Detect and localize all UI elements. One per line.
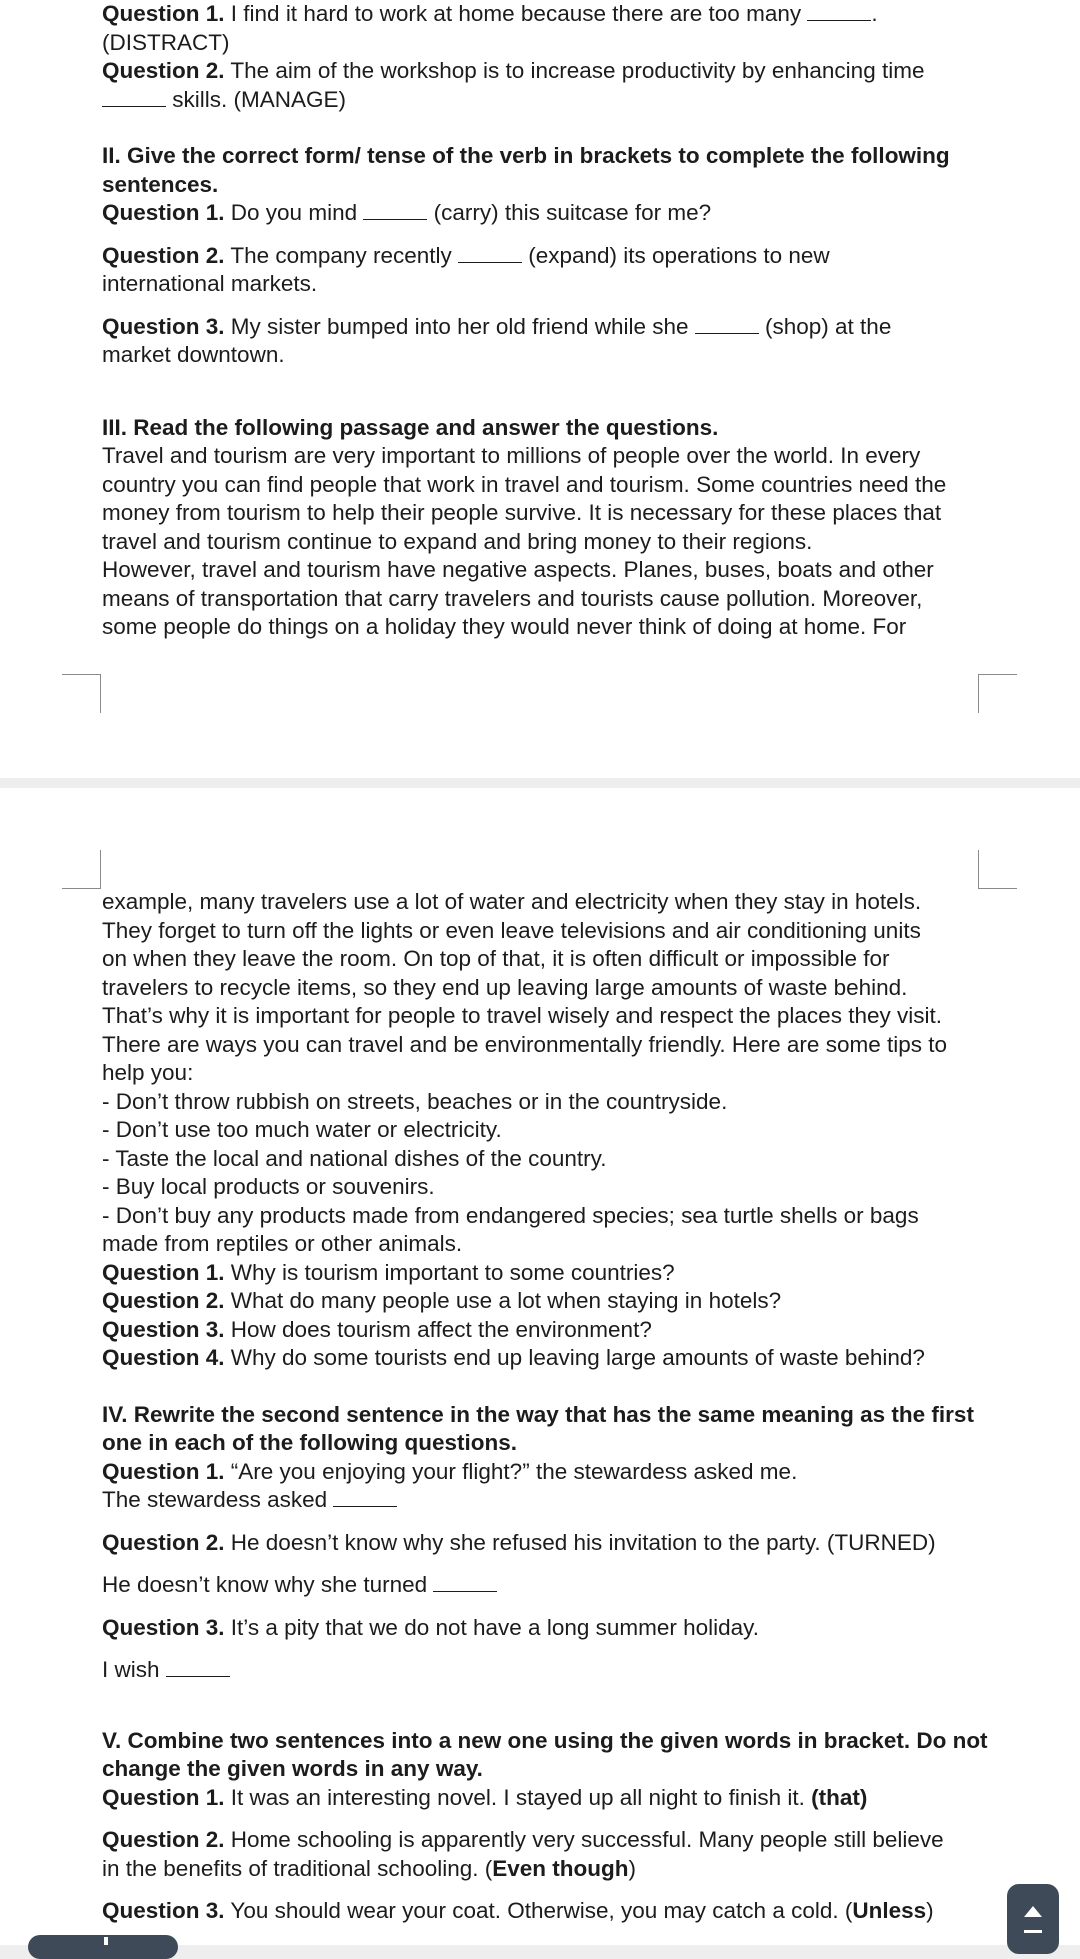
page-corner-mark [978, 850, 1017, 889]
text-span: (shop) at the [758, 313, 892, 339]
spacer [102, 1373, 982, 1401]
text-line [102, 1116, 982, 1145]
text-line [102, 1002, 982, 1031]
text-line [102, 1173, 982, 1202]
text-line [102, 142, 982, 171]
text-line [102, 1855, 982, 1884]
text-line [102, 1614, 982, 1643]
bold-text: Question 1. [102, 1259, 225, 1285]
text-span: I wish [102, 1657, 166, 1682]
text-span: on when they leave the room. On top of that, it is often difficult or impossible for [102, 946, 890, 971]
text-line [102, 270, 982, 299]
spacer [102, 1685, 982, 1727]
text-span: It’s a pity that we do not have a long summer holiday. [224, 1614, 759, 1640]
text-span: My sister bumped into her old friend while she [224, 313, 695, 339]
text-span: made from reptiles or other animals. [102, 1231, 463, 1256]
spacer [102, 1600, 982, 1614]
text-span: The company recently [224, 242, 458, 268]
bold-text: Question 2. [102, 242, 225, 268]
text-line [102, 341, 982, 370]
text-span: (DISTRACT) [102, 29, 230, 55]
text-span: Why do some tourists end up leaving large amounts of waste behind? [224, 1345, 925, 1370]
text-line [102, 974, 982, 1003]
bold-text: Question 4. [102, 1345, 225, 1370]
text-span: means of transportation that carry travelers and tourists cause pollution. Moreover, [102, 585, 923, 611]
bold-text: Question 1. [102, 1784, 225, 1810]
bold-text: Even though [492, 1855, 629, 1881]
bold-text: sentences. [102, 171, 219, 197]
text-line [102, 528, 982, 557]
bold-text: Question 1. [102, 1458, 225, 1484]
text-span: There are ways you can travel and be environmentally friendly. Here are some tips to [102, 1031, 947, 1057]
spacer [102, 114, 982, 142]
text-span: - Don’t throw rubbish on streets, beaches or in the countryside. [102, 1088, 728, 1114]
text-line [102, 1826, 982, 1855]
text-line [102, 0, 982, 29]
text-line [102, 1088, 982, 1117]
text-span: The stewardess asked [102, 1487, 334, 1512]
text-line [102, 1259, 982, 1288]
text-line [102, 1230, 982, 1259]
page-1-text [102, 0, 982, 642]
answer-blank [433, 1573, 497, 1592]
bold-text: II. Give the correct form/ tense of the verb in brackets to complete the following [102, 143, 950, 168]
text-line [102, 1031, 982, 1060]
text-line [102, 499, 982, 528]
text-span: travel and tourism continue to expand and bring money to their regions. [102, 528, 813, 554]
text-span: - Buy local products or souvenirs. [102, 1174, 435, 1199]
spacer [102, 228, 982, 242]
text-span: Travel and tourism are very important to millions of people over the world. In every [102, 443, 921, 468]
text-line [102, 1344, 982, 1373]
text-span: Do you mind [224, 200, 364, 225]
bold-text: Question 2. [102, 1827, 225, 1852]
text-line [102, 888, 982, 917]
text-line [102, 1755, 982, 1784]
text-span: Why is tourism important to some countries? [224, 1259, 675, 1285]
bold-text: change the given words in any way. [102, 1756, 483, 1781]
text-line [102, 1316, 982, 1345]
text-span: He doesn’t know why she turned [102, 1572, 434, 1597]
text-line [102, 917, 982, 946]
text-line [102, 1202, 982, 1231]
text-line [102, 313, 982, 342]
triangle-up-icon [1024, 1906, 1042, 1917]
text-line [102, 1401, 982, 1430]
document-page-1 [0, 0, 1080, 778]
spacer [102, 1557, 982, 1571]
text-line [102, 585, 982, 614]
answer-blank [102, 88, 166, 107]
text-span: You should wear your coat. Otherwise, you may catch a cold. ( [224, 1898, 853, 1923]
text-span: - Don’t use too much water or electricity. [102, 1117, 502, 1142]
text-span: That’s why it is important for people to travel wisely and respect the places they visit. [102, 1003, 942, 1028]
text-span: money from tourism to help their people survive. It is necessary for these places that [102, 500, 942, 525]
text-line [102, 1784, 982, 1813]
text-line [102, 945, 982, 974]
bold-text: Question 3. [102, 313, 225, 339]
text-span: some people do things on a holiday they would never think of doing at home. For [102, 614, 907, 639]
text-span: . [871, 1, 878, 26]
text-line [102, 1458, 982, 1487]
spacer [102, 1515, 982, 1529]
text-line [102, 1656, 982, 1685]
text-line [102, 1727, 988, 1756]
text-span: (carry) this suitcase for me? [427, 200, 712, 225]
text-line [102, 199, 982, 228]
text-line [102, 1571, 982, 1600]
text-span: (expand) its operations to new [521, 242, 830, 268]
text-span: - Taste the local and national dishes of the country. [102, 1145, 607, 1171]
text-line [102, 471, 982, 500]
text-span: international markets. [102, 271, 318, 296]
text-span: country you can find people that work in travel and tourism. Some countries need the [102, 471, 947, 497]
bold-text: Question 3. [102, 1898, 225, 1923]
bold-text: Question 1. [102, 1, 225, 26]
text-span: help you: [102, 1060, 194, 1085]
text-line [102, 242, 982, 271]
text-line [102, 414, 982, 443]
text-line [102, 613, 982, 642]
document-page-2 [0, 788, 1080, 1945]
text-span: I find it hard to work at home because there are too many [224, 1, 808, 26]
page-corner-mark [62, 674, 101, 713]
bold-text: Question 3. [102, 1316, 225, 1342]
text-span: in the benefits of traditional schooling. ( [102, 1855, 493, 1881]
bold-text: IV. Rewrite the second sentence in the way that has the same meaning as the first [102, 1401, 974, 1427]
text-span: However, travel and tourism have negative aspects. Planes, buses, boats and other [102, 557, 934, 582]
text-line [102, 86, 982, 115]
text-line [102, 442, 982, 471]
text-line [102, 1486, 982, 1515]
bold-text: Question 2. [102, 58, 225, 83]
bold-text: Question 3. [102, 1614, 225, 1640]
text-span: ) [926, 1898, 934, 1923]
text-span: skills. (MANAGE) [166, 86, 346, 112]
text-line [102, 1429, 982, 1458]
answer-blank [458, 244, 522, 263]
spacer [102, 299, 982, 313]
bold-text: Unless [852, 1898, 927, 1923]
top-bar-icon [1024, 1930, 1042, 1933]
scroll-to-top-button[interactable] [1007, 1884, 1059, 1954]
text-line [102, 1529, 982, 1558]
text-line [102, 1897, 982, 1926]
text-line [102, 1287, 982, 1316]
text-span: It was an interesting novel. I stayed up all night to finish it. [224, 1784, 812, 1810]
bold-text: Question 2. [102, 1529, 225, 1555]
text-span: What do many people use a lot when staying in hotels? [224, 1288, 782, 1313]
text-span: Home schooling is apparently very successful. Many people still believe [224, 1827, 944, 1852]
text-line [102, 171, 982, 200]
text-span: How does tourism affect the environment? [224, 1316, 652, 1342]
spacer [102, 370, 982, 414]
text-line [102, 29, 982, 58]
bold-text: III. Read the following passage and answer the questions. [102, 414, 719, 440]
text-span: travelers to recycle items, so they end up leaving large amounts of waste behind. [102, 974, 908, 1000]
bold-text: Question 1. [102, 200, 225, 225]
bold-text: V. Combine two sentences into a new one using the given words in bracket. Do not [102, 1727, 988, 1753]
bold-text: Question 2. [102, 1288, 225, 1313]
answer-blank [333, 1488, 397, 1507]
spacer [102, 1883, 982, 1897]
text-span: market downtown. [102, 342, 285, 367]
text-span: - Don’t buy any products made from endangered species; sea turtle shells or bags [102, 1202, 919, 1228]
text-line [102, 1145, 982, 1174]
text-span: They forget to turn off the lights or even leave televisions and air conditioning units [102, 917, 921, 943]
page-corner-mark [978, 674, 1017, 713]
answer-blank [363, 201, 427, 220]
page-corner-mark [62, 850, 101, 889]
spacer [102, 1642, 982, 1656]
text-span: example, many travelers use a lot of water and electricity when they stay in hotels. [102, 889, 922, 914]
text-line [102, 556, 982, 585]
text-line [102, 57, 982, 86]
answer-blank [695, 315, 759, 334]
answer-blank [166, 1658, 230, 1677]
bold-text: one in each of the following questions. [102, 1430, 518, 1455]
answer-blank [807, 2, 871, 21]
bold-text: (that) [811, 1784, 868, 1810]
text-span: The aim of the workshop is to increase productivity by enhancing time [224, 58, 925, 83]
text-span: He doesn’t know why she refused his invitation to the party. (TURNED) [224, 1529, 936, 1555]
text-span: “Are you enjoying your flight?” the stewardess asked me. [224, 1458, 798, 1484]
spacer [102, 1812, 982, 1826]
page-2-text [102, 888, 988, 1926]
text-line [102, 1059, 982, 1088]
pill-handle-icon [104, 1937, 108, 1945]
page-navigation-pill[interactable] [28, 1935, 178, 1959]
text-span: ) [628, 1855, 636, 1881]
